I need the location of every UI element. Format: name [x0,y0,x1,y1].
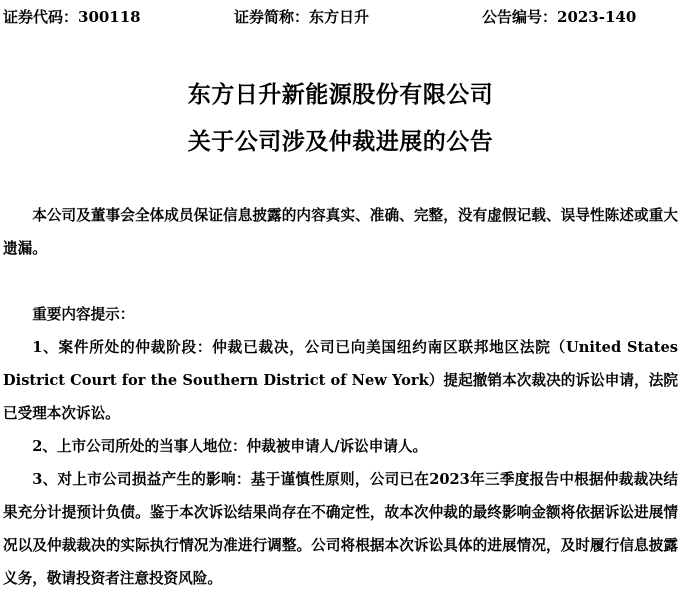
stock-code: 证券代码：300118 [3,8,141,26]
stock-name: 证券简称：东方日升 [234,8,370,26]
announcement-title: 关于公司涉及仲裁进展的公告 [187,128,494,155]
key-point-party-status: 2、上市公司所处的当事人地位：仲裁被申请人/诉讼申请人。 [32,438,428,455]
board-statement: 本公司及董事会全体成员保证信息披露的内容真实、准确、完整，没有虚假记载、误导性陈述或重大遗漏。 [3,207,678,257]
key-point-arbitration-stage: 1、案件所处的仲裁阶段：仲裁已裁决，公司已向美国纽约南区联邦地区法院（United States District Court for the Southern District of New York）提起撤销本次裁决的诉讼申请，法院已受理本次诉讼。 [3,339,678,422]
company-name-title: 东方日升新能源股份有限公司 [187,81,494,108]
document-header [0,6,681,28]
key-points-heading: 重要内容提示： [32,306,135,323]
key-point-impact: 3、对上市公司损益产生的影响：基于谨慎性原则，公司已在2023年三季度报告中根据仲裁裁决结果充分计提预计负债。鉴于本次诉讼结果尚存在不确定性，故本次仲裁的最终影响金额将依据诉讼进展情况以及仲裁裁决的实际执行情况为准进行调整。公司将根据本次诉讼具体的进展情况，及时履行信息披露义务，敬请投资者注意投资风险。 [3,471,678,587]
notice-number: 公告编号：2023-140 [482,8,637,26]
